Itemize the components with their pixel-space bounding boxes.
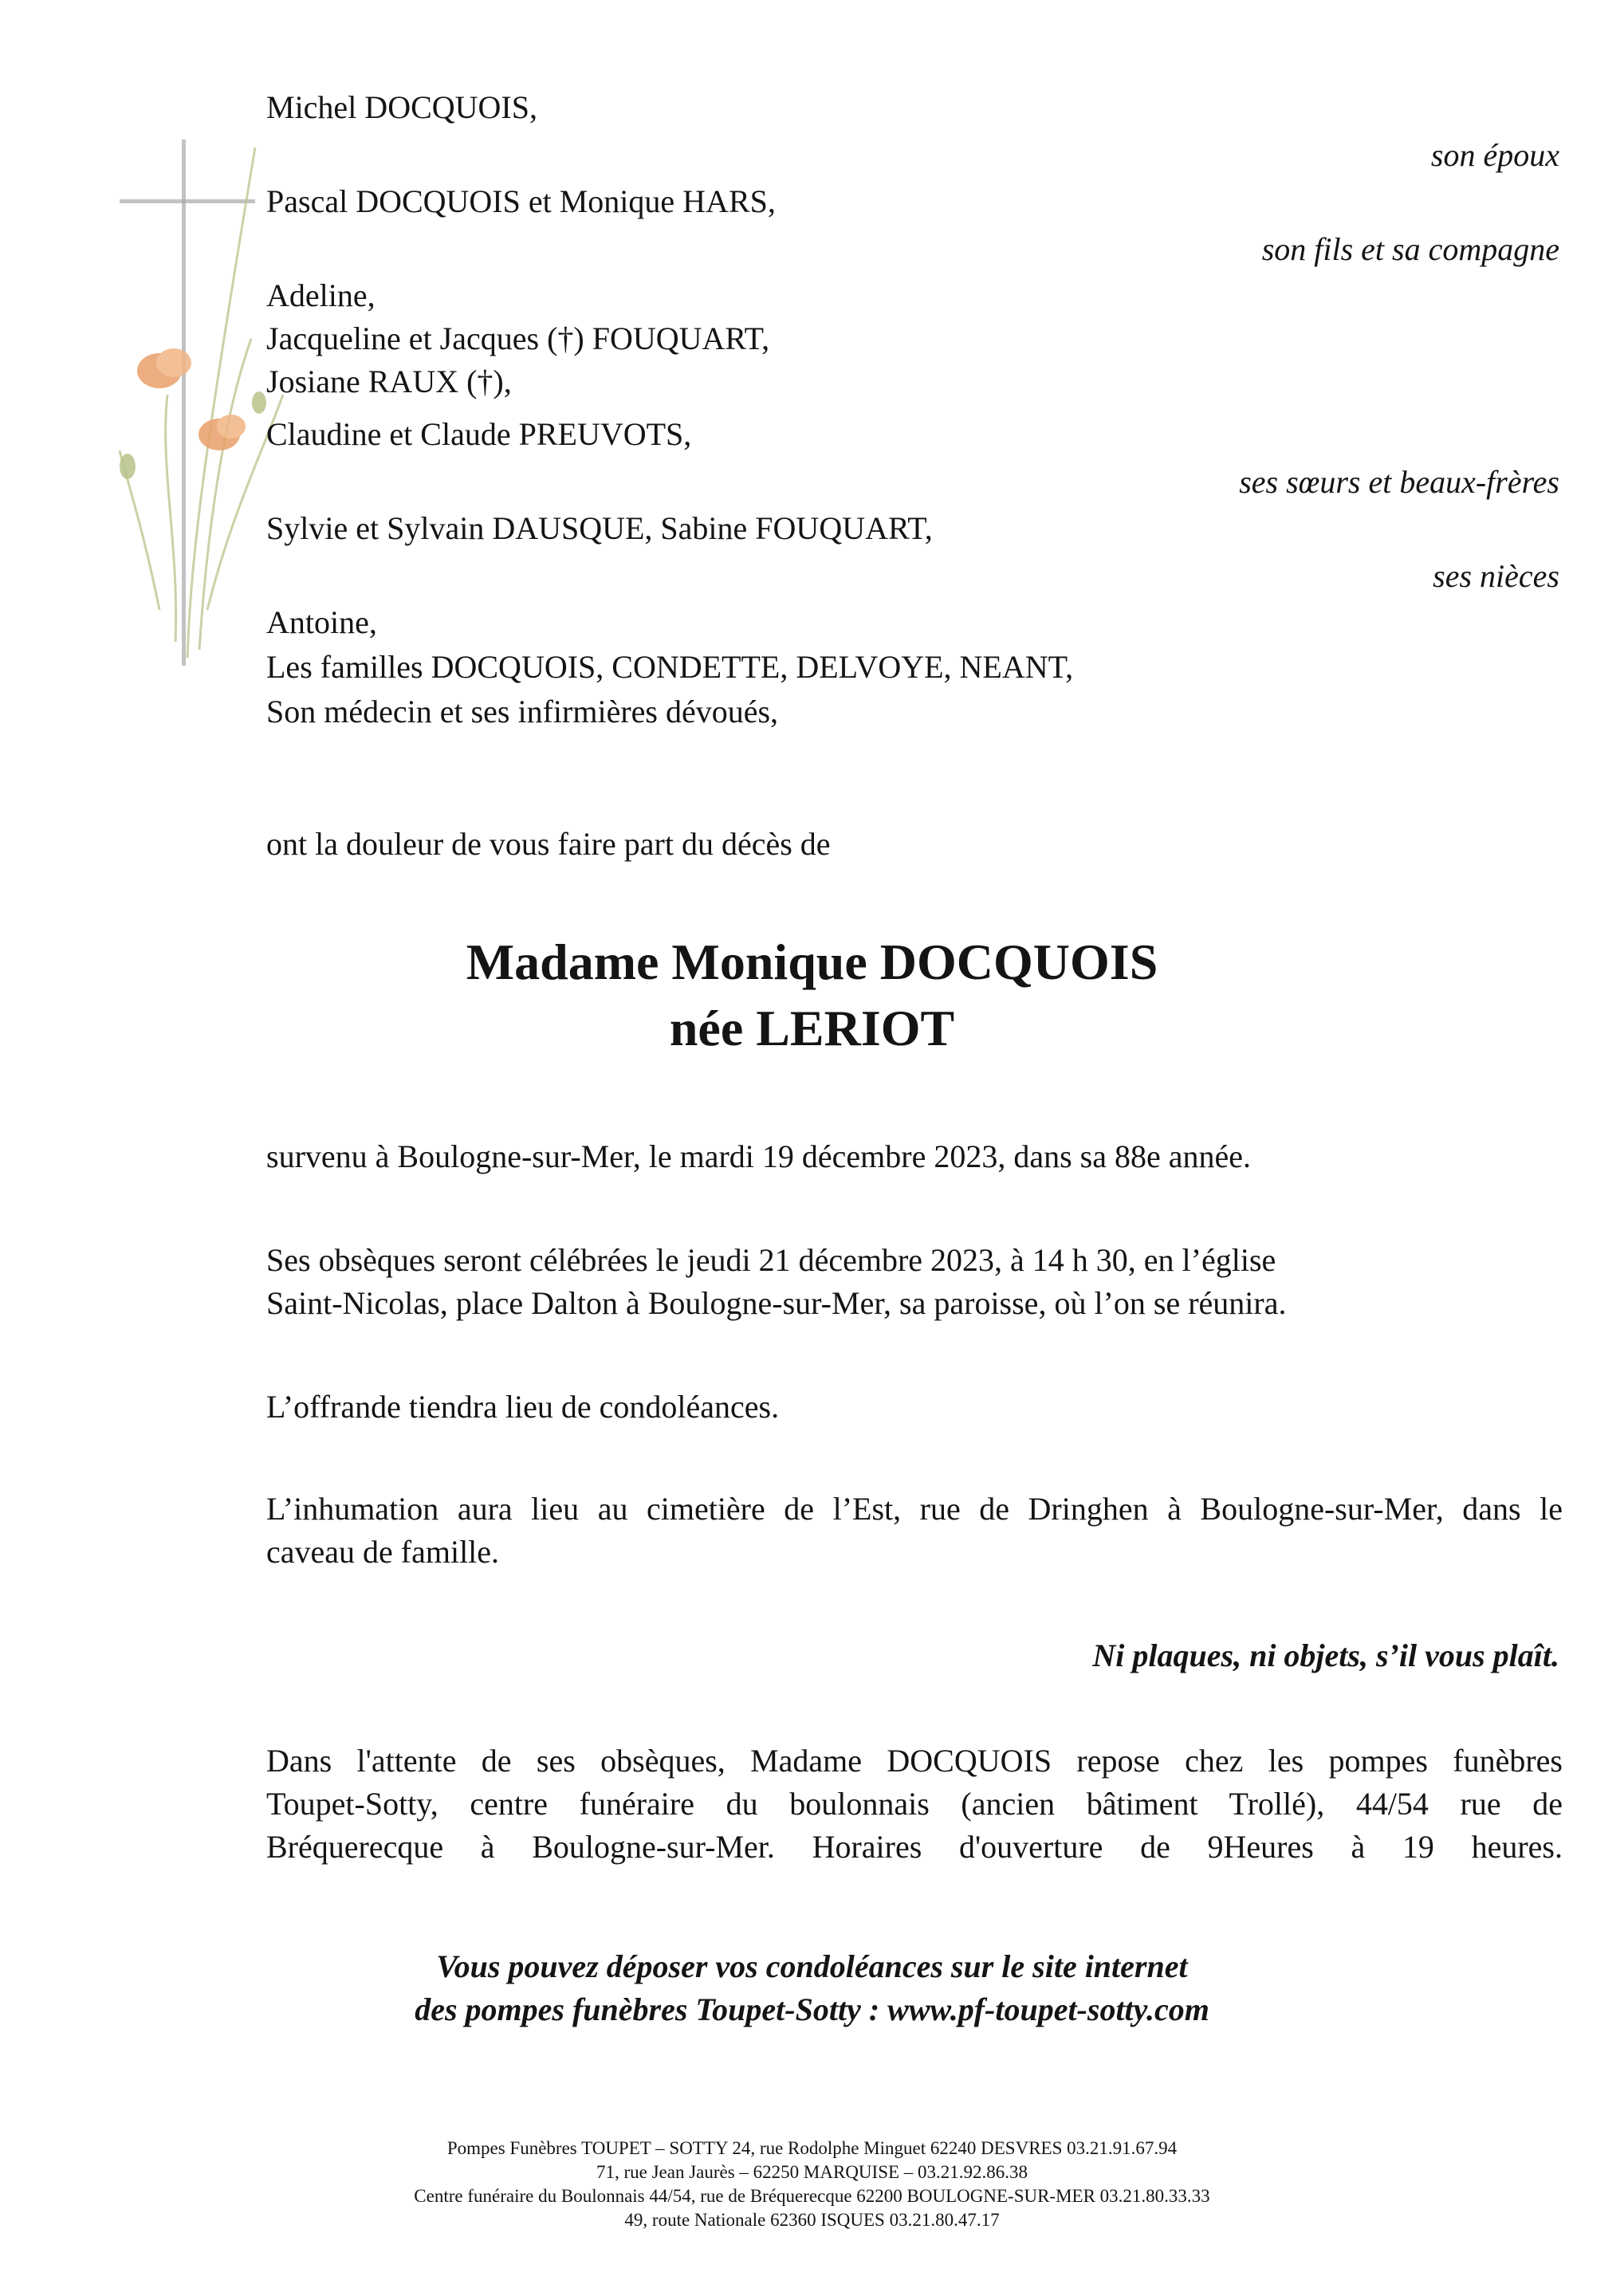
burial-line-2: caveau de famille. — [266, 1534, 500, 1570]
funeral-paragraph — [266, 1239, 1563, 1325]
family-line-5: Josiane RAUX (†), — [266, 364, 512, 399]
burial-paragraph — [266, 1488, 1563, 1574]
condolences-line-1: Vous pouvez déposer vos condoléances sur le site internet — [436, 1948, 1188, 1984]
death-notice: survenu à Boulogne-sur-Mer, le mardi 19 décembre 2023, dans sa 88e année. — [266, 1138, 1251, 1174]
relation-son: son fils et sa compagne — [1261, 231, 1559, 267]
condolences-line-2: des pompes funèbres Toupet-Sotty : www.pf-toupet-sotty.com — [415, 1991, 1209, 2027]
deceased-maiden-name: née LERIOT — [669, 1000, 955, 1056]
burial-line-1: L’inhumation aura lieu au cimetière de l’Est, rue de Dringhen à Boulogne-sur-Mer, dans le — [266, 1491, 1563, 1527]
footer-line-1: Pompes Funèbres TOUPET – SOTTY 24, rue Rodolphe Minguet 62240 DESVRES 03.21.91.67.94 — [446, 2138, 1178, 2158]
offering-text: L’offrande tiendra lieu de condoléances. — [266, 1389, 780, 1425]
relation-nieces: ses nièces — [1433, 558, 1559, 594]
footer-line-2: 71, rue Jean Jaurès – 62250 MARQUISE – 03.21.92.86.38 — [596, 2162, 1028, 2182]
family-line-3: Adeline, — [266, 277, 376, 313]
poppy-flowers — [120, 348, 266, 479]
family-line-6: Claudine et Claude PREUVOTS, — [266, 416, 692, 452]
family-line-9: Les familles DOCQUOIS, CONDETTE, DELVOYE, NEANT, — [266, 649, 1074, 685]
relation-spouse: son époux — [1430, 137, 1559, 173]
deceased-name: Madame Monique DOCQUOIS — [466, 934, 1158, 990]
rest-line-2: Toupet-Sotty, centre funéraire du boulonnais (ancien bâtiment Trollé), 44/54 rue de — [266, 1786, 1563, 1822]
family-line-2: Pascal DOCQUOIS et Monique HARS, — [266, 183, 776, 219]
family-line-4: Jacqueline et Jacques (†) FOUQUART, — [266, 320, 770, 356]
family-line-1: Michel DOCQUOIS, — [266, 89, 537, 125]
footer-line-3: Centre funéraire du Boulonnais 44/54, rue de Bréquerecque 62200 BOULOGNE-SUR-MER 03.21.80.33.33 — [414, 2186, 1210, 2206]
rest-paragraph — [266, 1740, 1563, 1869]
no-plaques-notice: Ni plaques, ni objets, s’il vous plaît. — [1092, 1637, 1559, 1673]
family-line-8: Antoine, — [266, 604, 377, 640]
family-line-10: Son médecin et ses infirmières dévoués, — [266, 694, 779, 729]
funeral-line-1: Ses obsèques seront célébrées le jeudi 21 décembre 2023, à 14 h 30, en l’église — [266, 1242, 1276, 1278]
relation-sisters: ses sœurs et beaux-frères — [1239, 464, 1559, 500]
rest-line-1: Dans l'attente de ses obsèques, Madame DOCQUOIS repose chez les pompes funèbres — [266, 1743, 1563, 1779]
rest-line-3: Bréquerecque à Boulogne-sur-Mer. Horaires d'ouverture de 9Heures à 19 heures. — [266, 1829, 1563, 1865]
intro-text: ont la douleur de vous faire part du décès de — [266, 826, 831, 862]
family-line-7: Sylvie et Sylvain DAUSQUE, Sabine FOUQUART, — [266, 510, 933, 546]
funeral-line-2: Saint-Nicolas, place Dalton à Boulogne-sur-Mer, sa paroisse, où l’on se réunira. — [266, 1285, 1287, 1321]
footer-line-4: 49, route Nationale 62360 ISQUES 03.21.80.47.17 — [624, 2210, 1000, 2230]
cross-icon — [120, 140, 255, 666]
